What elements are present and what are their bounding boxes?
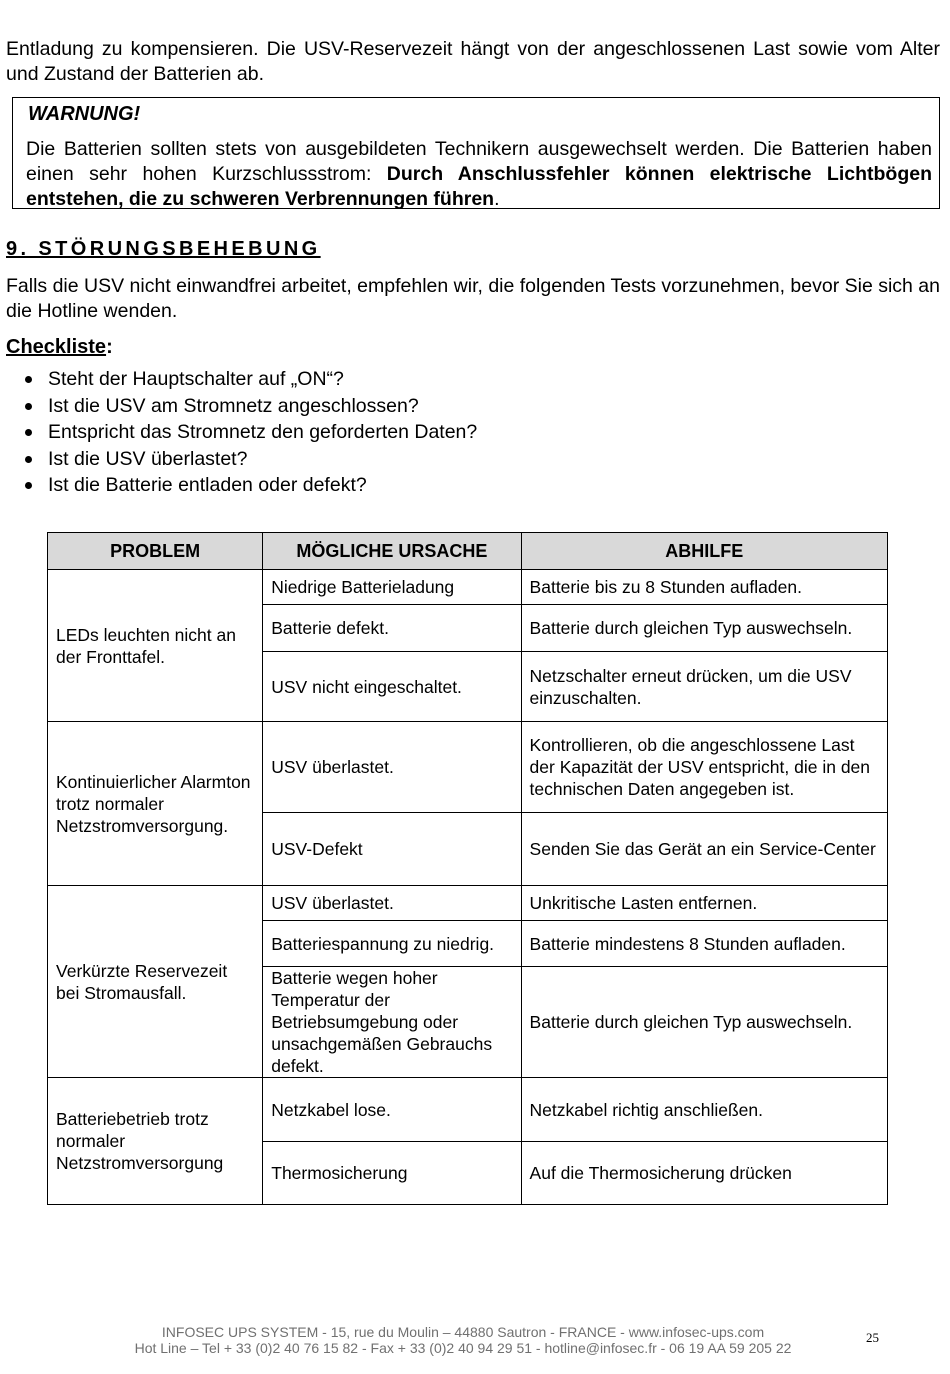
warning-text-normal: Die Batterien sollten stets von ausgebildeten Technikern ausgewechselt werden. Die Batterien haben einen sehr hohen Kurzschlussstrom: [26,138,932,185]
problem-cell: LEDs leuchten nicht an der Fronttafel. [48,570,263,722]
remedy-cell: Kontrollieren, ob die angeschlossene Last der Kapazität der USV entspricht, die in den technischen Daten angegeben ist. [521,722,887,813]
footer-address: INFOSEC UPS SYSTEM - 15, rue du Moulin – 44880 Sautron - FRANCE - www.infosec-ups.com [161,1324,765,1340]
cause-cell: Batterie wegen hoher Temperatur der Betriebsumgebung oder unsachgemäßen Gebrauchs defekt. [263,967,521,1078]
warning-text-end: . [494,188,500,210]
problem-cell: Verkürzte Reservezeit bei Stromausfall. [48,886,263,1078]
table-header-row [48,533,888,570]
cause-cell: Netzkabel lose. [263,1078,521,1142]
cause-cell: USV überlastet. [263,886,521,921]
checklist-item: Ist die USV am Stromnetz angeschlossen? [22,393,477,420]
remedy-cell: Senden Sie das Gerät an ein Service-Center [521,813,887,886]
checklist-title [6,336,113,359]
table-row [48,1078,888,1142]
checklist-title-text: Checkliste [6,336,107,358]
cause-cell: USV-Defekt [263,813,521,886]
header-remedy: ABHILFE [521,533,887,570]
table-row [48,722,888,813]
problem-cell: Kontinuierlicher Alarmton trotz normaler Netzstromversorgung. [48,722,263,886]
table-row [48,570,888,605]
page-number: 25 [866,1330,879,1345]
table-row [48,886,888,921]
checklist-title-colon: : [106,336,113,358]
cause-cell: USV überlastet. [263,722,521,813]
remedy-cell: Auf die Thermosicherung drücken [521,1142,887,1205]
section-paragraph: Falls die USV nicht einwandfrei arbeitet, empfehlen wir, die folgenden Tests vorzunehmen, bevor Sie sich an die Hotline wenden. [6,275,940,322]
checklist-item: Ist die USV überlastet? [22,446,477,473]
page-footer [0,1324,950,1356]
intro-paragraph: Entladung zu kompensieren. Die USV-Reservezeit hängt von der angeschlossenen Last sowie vom Alter und Zustand der Batterien ab. [6,38,940,85]
header-cause: MÖGLICHE URSACHE [263,533,521,570]
checklist-item: Steht der Hauptschalter auf „ON“? [22,366,477,393]
remedy-cell: Batterie durch gleichen Typ auswechseln. [521,967,887,1078]
checklist-item: Entspricht das Stromnetz den geforderten Daten? [22,419,477,446]
footer-contact: Hot Line – Tel + 33 (0)2 40 76 15 82 - Fax + 33 (0)2 40 94 29 51 - hotline@infosec.fr - 06 19 AA 59 205 22 [134,1340,792,1356]
remedy-cell: Unkritische Lasten entfernen. [521,886,887,921]
cause-cell: USV nicht eingeschaltet. [263,652,521,722]
warning-text [26,137,932,212]
remedy-cell: Netzkabel richtig anschließen. [521,1078,887,1142]
remedy-cell: Batterie bis zu 8 Stunden aufladen. [521,570,887,605]
cause-cell: Niedrige Batterieladung [263,570,521,605]
section-title: 9. STÖRUNGSBEHEBUNG [6,238,321,260]
checklist [22,366,477,499]
remedy-cell: Batterie durch gleichen Typ auswechseln. [521,605,887,652]
cause-cell: Batterie defekt. [263,605,521,652]
cause-cell: Thermosicherung [263,1142,521,1205]
problem-cell: Batteriebetrieb trotz normaler Netzstromversorgung [48,1078,263,1205]
warning-title: WARNUNG! [28,103,141,125]
warning-box [12,97,940,209]
troubleshooting-table [47,532,888,1205]
remedy-cell: Batterie mindestens 8 Stunden aufladen. [521,921,887,967]
remedy-cell: Netzschalter erneut drücken, um die USV einzuschalten. [521,652,887,722]
cause-cell: Batteriespannung zu niedrig. [263,921,521,967]
header-problem: PROBLEM [48,533,263,570]
checklist-item: Ist die Batterie entladen oder defekt? [22,472,477,499]
warning-text-bold: Durch Anschlussfehler können elektrische Lichtbögen entstehen, die zu schweren Verbrennungen führen [26,163,933,210]
